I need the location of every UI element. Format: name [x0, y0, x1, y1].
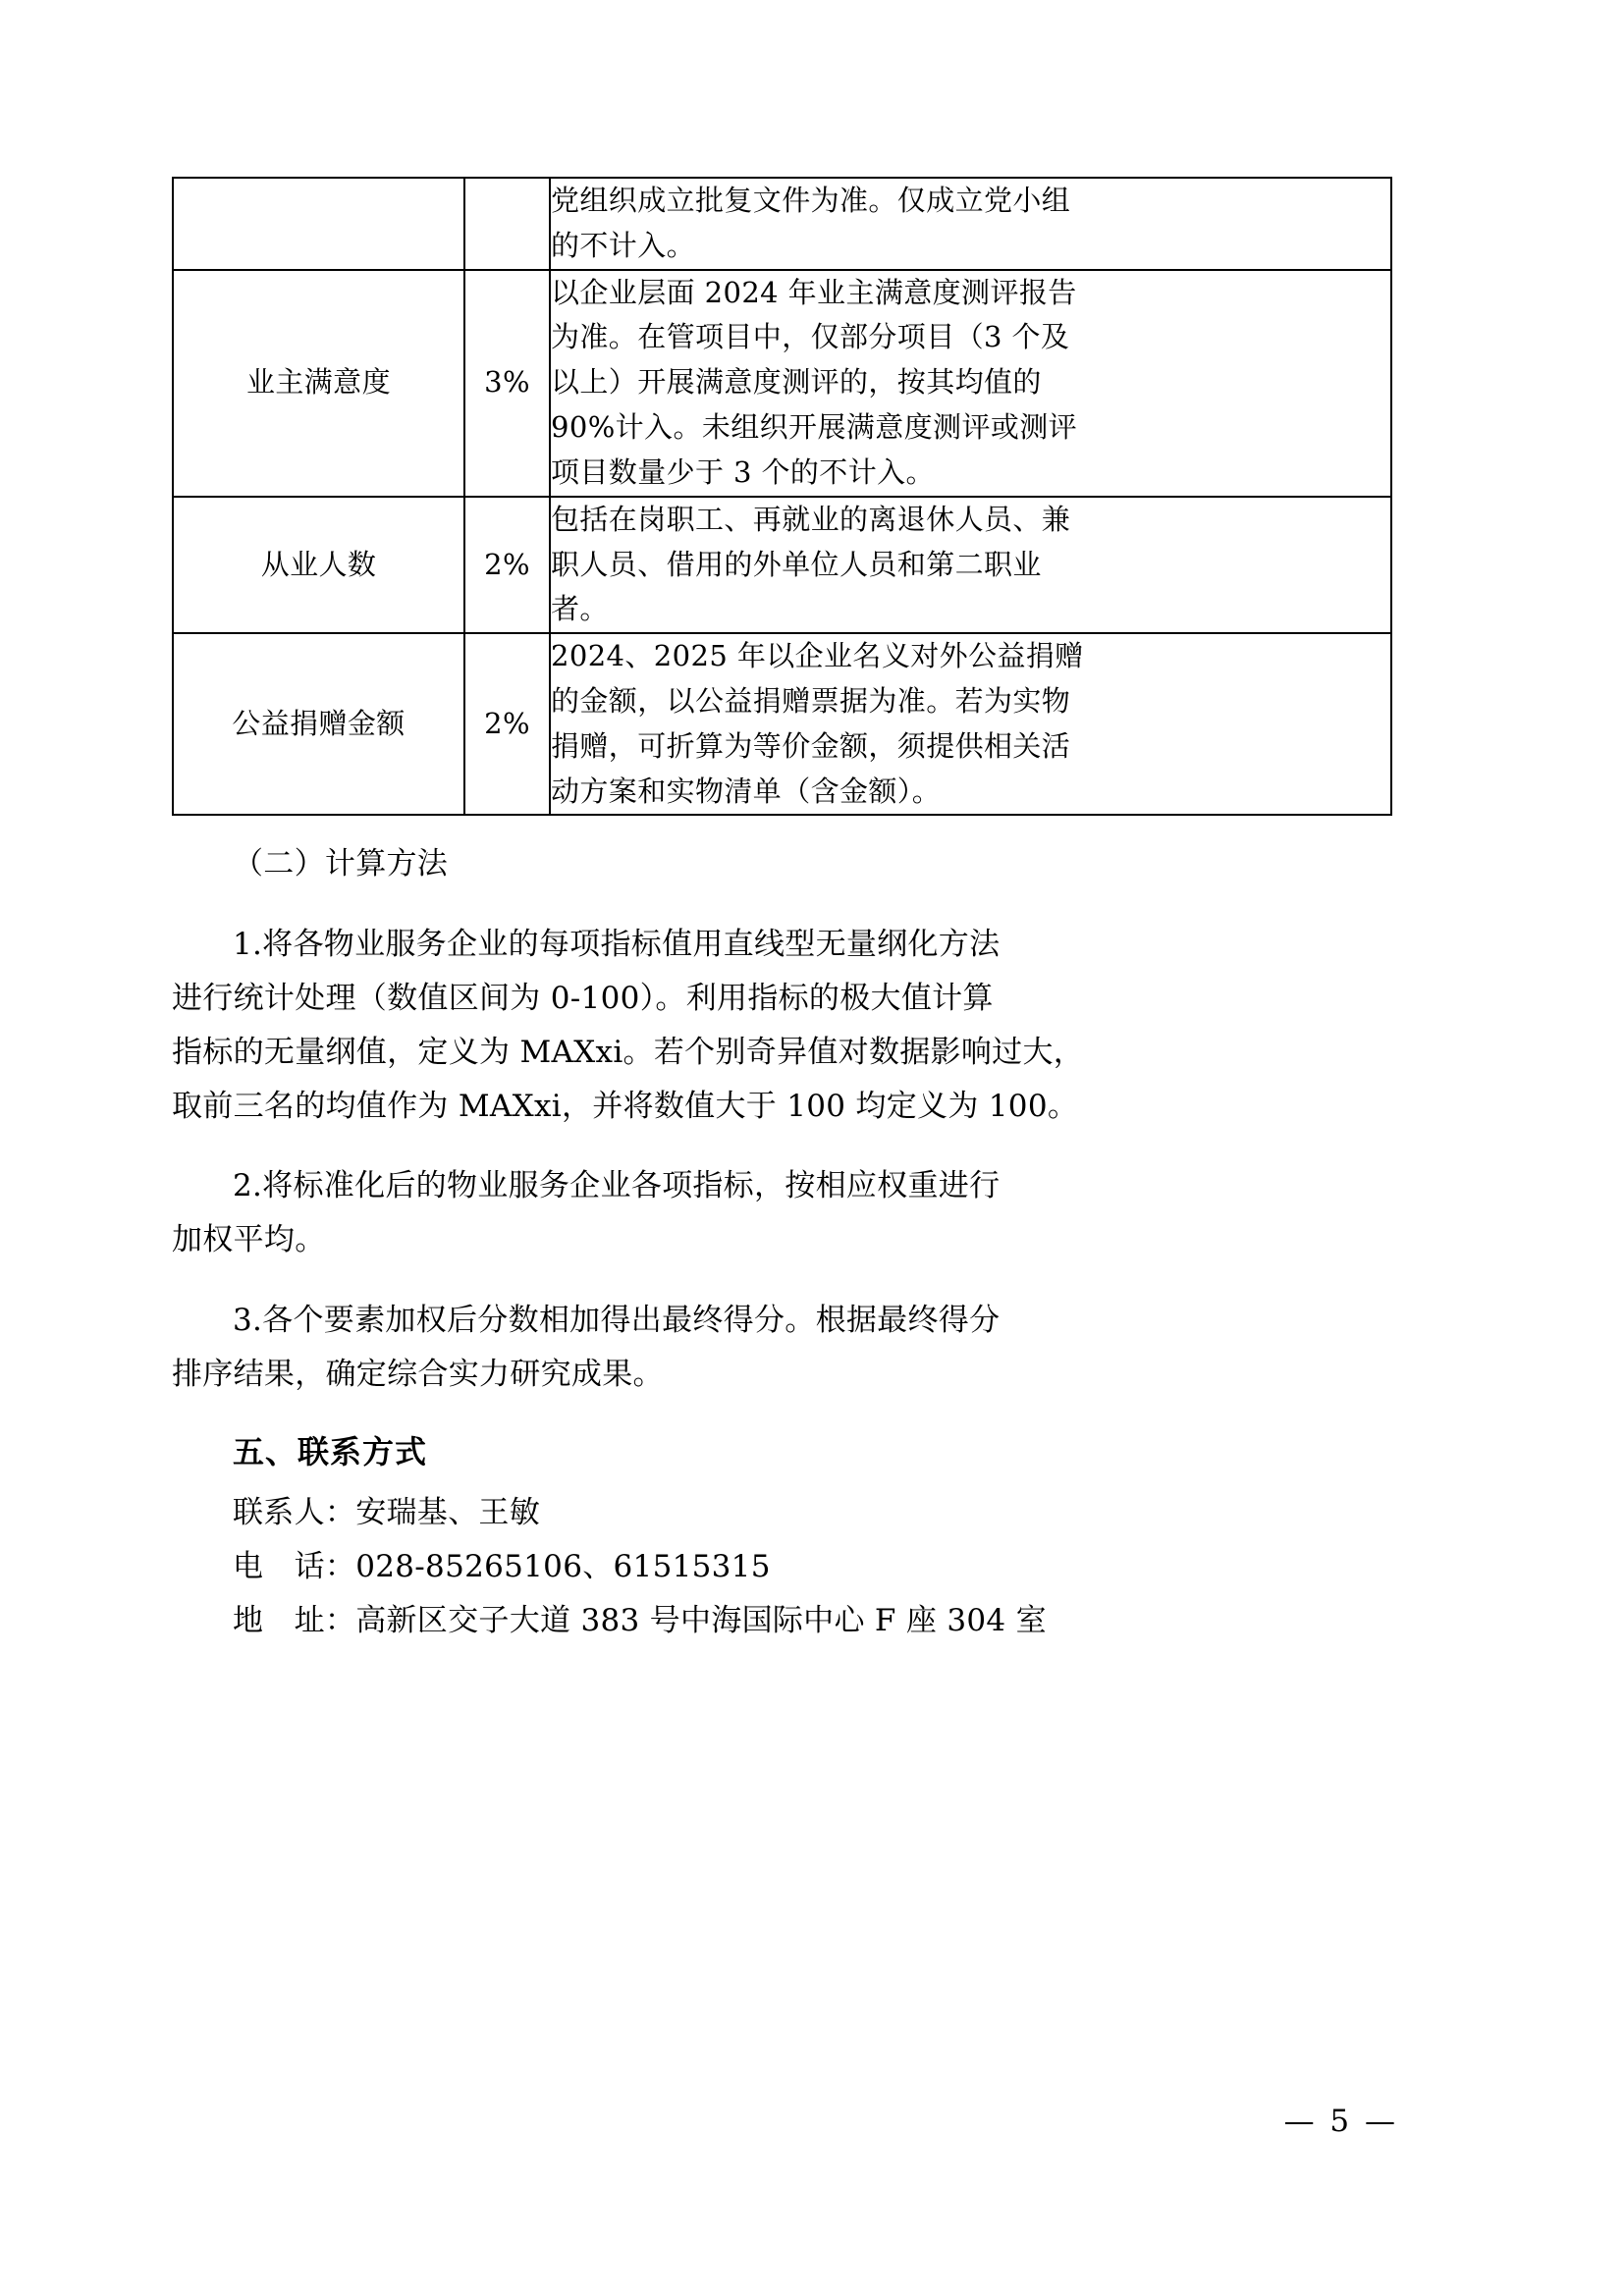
- contact-section: [172, 1427, 1448, 1649]
- paragraph-line: 加权平均。: [172, 1222, 326, 1258]
- contact-phone-line: 电 话：028-85265106、61515315: [233, 1549, 771, 1585]
- indicator-weight-cell: [464, 178, 550, 270]
- description-line: 职人员、借用的外单位人员和第二职业: [551, 547, 1042, 581]
- page-number: — 5 —: [1283, 2104, 1398, 2139]
- indicator-description-cell: [550, 270, 1391, 497]
- table-row: [173, 178, 1391, 270]
- description-line: 党组织成立批复文件为准。仅成立党小组: [551, 184, 1071, 217]
- paragraph-line: 进行统计处理（数值区间为 0-100）。利用指标的极大值计算: [172, 980, 994, 1016]
- contact-heading: 五、联系方式: [233, 1432, 428, 1470]
- contact-person-line: 联系人：安瑞基、王敏: [233, 1494, 540, 1530]
- description-line: 的金额，以公益捐赠票据为准。若为实物: [551, 683, 1071, 718]
- description-line: 项目数量少于 3 个的不计入。: [551, 454, 935, 489]
- description-line: 以上）开展满意度测评的，按其均值的: [551, 365, 1042, 400]
- indicator-table: [172, 177, 1392, 816]
- calculation-item-2: [172, 1159, 1448, 1267]
- indicator-name-cell: 公益捐赠金额: [173, 633, 464, 815]
- indicator-name-cell: 从业人数: [173, 497, 464, 633]
- description-line: 捐赠，可折算为等价金额，须提供相关活: [551, 728, 1071, 763]
- description-line: 以企业层面 2024 年业主满意度测评报告: [551, 275, 1077, 309]
- description-line: 2024、2025 年以企业名义对外公益捐赠: [551, 639, 1084, 673]
- indicator-weight-cell: 3%: [464, 270, 550, 497]
- calculation-item-1: [172, 918, 1448, 1135]
- spacer: [172, 816, 1448, 837]
- spacer: [172, 1472, 1448, 1486]
- indicator-weight-cell: 2%: [464, 633, 550, 815]
- contact-address-line: 地 址：高新区交子大道 383 号中海国际中心 F 座 304 室: [233, 1603, 1047, 1639]
- indicator-name-cell: [173, 178, 464, 270]
- description-line: 为准。在管项目中，仅部分项目（3 个及: [551, 320, 1070, 354]
- indicator-weight-cell: 2%: [464, 497, 550, 633]
- description-line: 动方案和实物清单（含金额）。: [551, 774, 942, 808]
- description-line: 者。: [551, 592, 609, 626]
- description-line: 的不计入。: [551, 228, 696, 262]
- table-body: [173, 178, 1391, 815]
- indicator-description-cell: [550, 497, 1391, 633]
- description-line: 90%计入。未组织开展满意度测评或测评: [551, 410, 1078, 445]
- paragraph-line: 指标的无量纲值，定义为 MAXxi。若个别奇异值对数据影响过大，: [172, 1034, 1085, 1070]
- paragraph-line: 取前三名的均值作为 MAXxi，并将数值大于 100 均定义为 100。: [172, 1089, 1079, 1125]
- page-content: [172, 177, 1448, 1648]
- table-row: [173, 270, 1391, 497]
- indicator-description-cell: [550, 178, 1391, 270]
- table-row: [173, 633, 1391, 815]
- paragraph-line: 2.将标准化后的物业服务企业各项指标，按相应权重进行: [233, 1168, 1001, 1204]
- indicator-name-cell: 业主满意度: [173, 270, 464, 497]
- description-line: 包括在岗职工、再就业的离退休人员、兼: [551, 502, 1071, 536]
- paragraph-line: 1.将各物业服务企业的每项指标值用直线型无量纲化方法: [233, 926, 1001, 962]
- calculation-item-3: [172, 1294, 1448, 1402]
- table-row: [173, 497, 1391, 633]
- paragraph-line: 3.各个要素加权后分数相加得出最终得分。根据最终得分: [233, 1302, 1001, 1338]
- indicator-description-cell: [550, 633, 1391, 815]
- calculation-method-heading: （二）计算方法: [233, 846, 449, 882]
- paragraph-line: 排序结果，确定综合实力研究成果。: [172, 1356, 664, 1392]
